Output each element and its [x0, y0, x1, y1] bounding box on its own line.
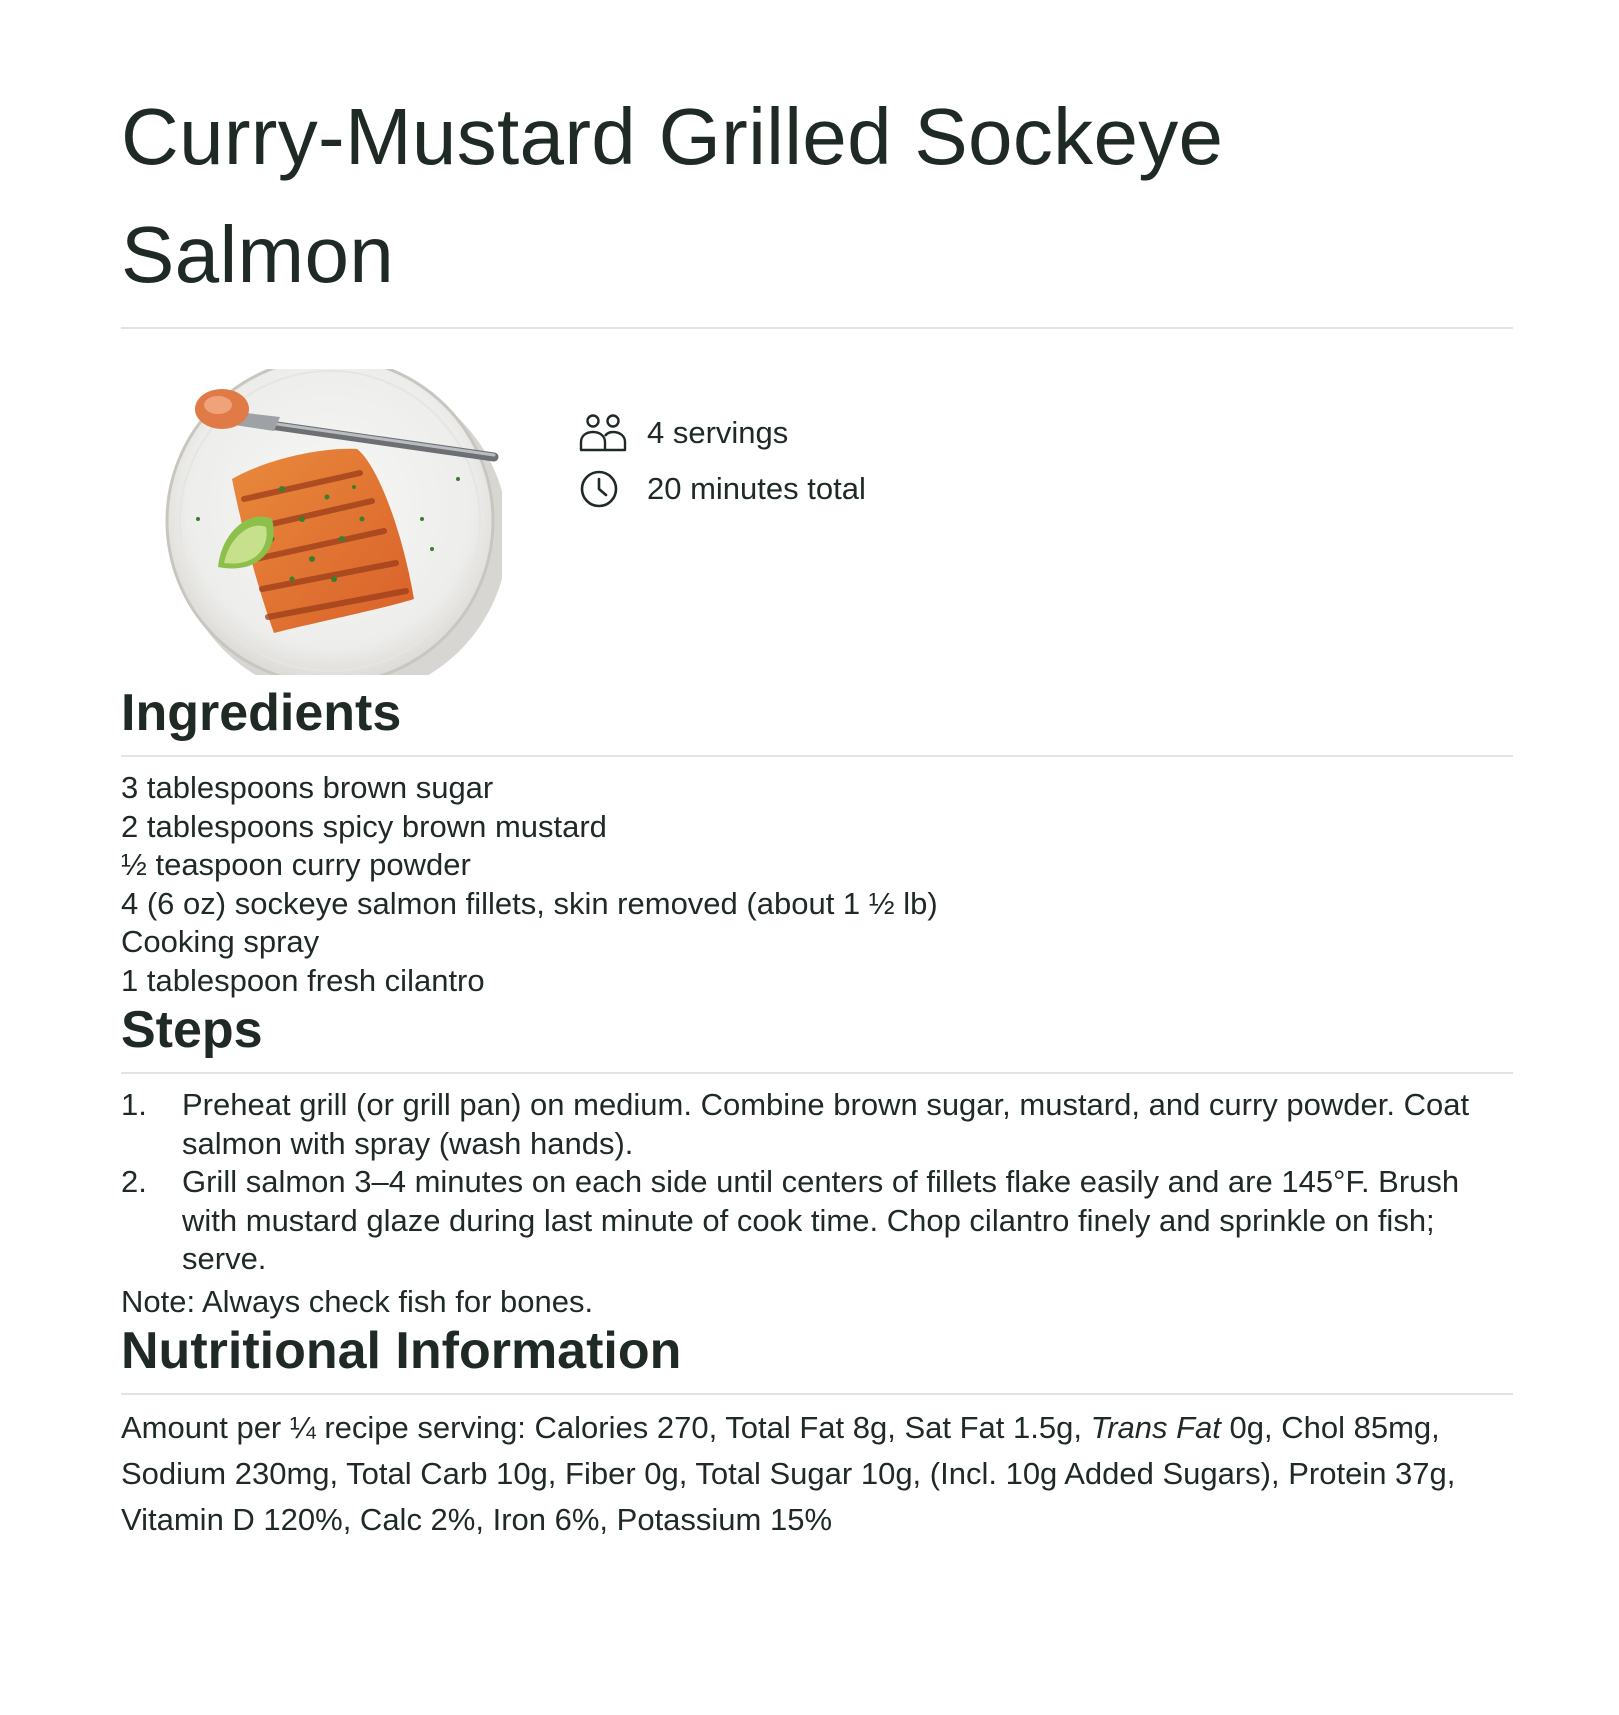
step-text: Grill salmon 3–4 minutes on each side until centers of fillets flake easily and are 145°F. Brush with mustard glaze during last minute of cook time. Chop cilantro finely and sprinkle on fish; serve. — [182, 1164, 1460, 1276]
recipe-meta — [579, 413, 866, 525]
step-text: Preheat grill (or grill pan) on medium. Combine brown sugar, mustard, and curry powder. Coat salmon with spray (wash hands). — [182, 1087, 1470, 1161]
ingredients-divider — [121, 755, 1513, 757]
ingredient-item: 4 (6 oz) sockeye salmon fillets, skin removed (about 1 ½ lb) — [121, 885, 938, 921]
steps-heading: Steps — [121, 1001, 263, 1059]
step-number: 1. — [121, 1087, 147, 1122]
step-item — [121, 1163, 1513, 1279]
nutrition-divider — [121, 1393, 1513, 1395]
nutrition-trans-fat-label: Trans Fat — [1090, 1410, 1221, 1445]
servings-text: 4 servings — [647, 415, 789, 450]
ingredient-item: 3 tablespoons brown sugar — [121, 770, 494, 805]
people-icon — [579, 413, 635, 453]
step-number: 2. — [121, 1164, 147, 1199]
steps-note: Note: Always check fish for bones. — [121, 1283, 594, 1319]
page-title: Curry-Mustard Grilled Sockeye Salmon — [121, 92, 1224, 299]
clock-icon — [579, 469, 635, 509]
ingredient-item: Cooking spray — [121, 924, 320, 959]
servings-row — [579, 413, 866, 453]
time-text: 20 minutes total — [647, 471, 866, 506]
steps-divider — [121, 1072, 1513, 1074]
ingredients-list — [121, 769, 1513, 1000]
nutrition-heading: Nutritional Information — [121, 1322, 682, 1380]
time-row — [579, 469, 866, 509]
nutrition-text-part-2: 0g, Chol 85mg, Sodium 230mg, Total Carb 10g, Fiber 0g, Total Sugar 10g, (Incl. 10g Added Sugars), Protein 37g, Vitamin D 120%, Calc 2%, Iron 6%, Potassium 15% — [121, 1410, 1456, 1537]
nutrition-text-part-1: Amount per ¼ recipe serving: Calories 270, Total Fat 8g, Sat Fat 1.5g, — [121, 1410, 1091, 1445]
ingredient-item: 1 tablespoon fresh cilantro — [121, 962, 485, 998]
steps-list — [121, 1086, 1513, 1279]
nutrition-text — [121, 1405, 1513, 1543]
ingredients-heading: Ingredients — [121, 684, 402, 742]
ingredient-item: 2 tablespoons spicy brown mustard — [121, 808, 607, 844]
salmon-plate-image — [162, 369, 502, 675]
step-item — [121, 1086, 1513, 1163]
recipe-photo — [162, 369, 502, 675]
recipe-hero — [121, 329, 1513, 683]
ingredient-item: ½ teaspoon curry powder — [121, 847, 471, 882]
recipe-content — [121, 0, 1513, 1543]
